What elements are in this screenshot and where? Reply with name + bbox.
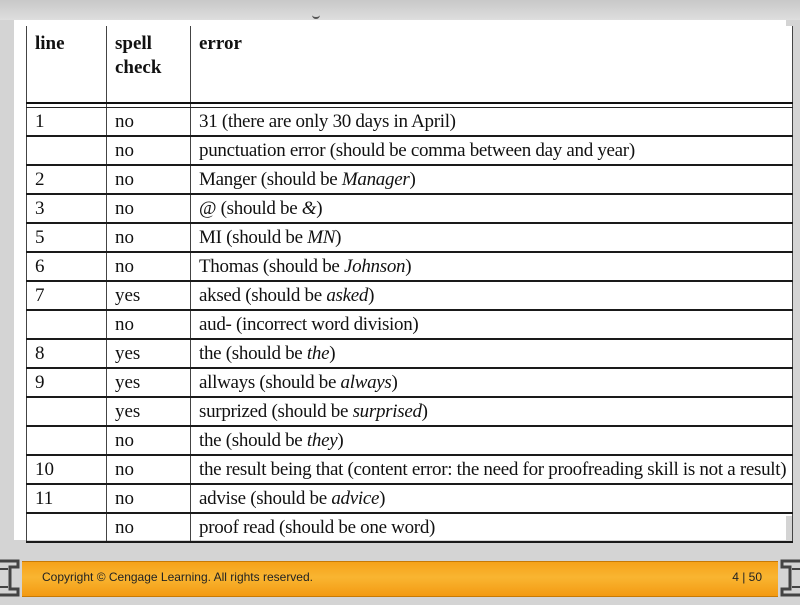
- cell-line: 6: [27, 252, 107, 281]
- table-row: [27, 339, 793, 368]
- cell-spell-check: no: [107, 310, 191, 339]
- table-row: [27, 281, 793, 310]
- cell-line: [27, 397, 107, 426]
- cell-spell-check: no: [107, 426, 191, 455]
- cell-error: surprized (should be surprised): [191, 397, 793, 426]
- cell-error: MI (should be MN): [191, 223, 793, 252]
- cell-error: advise (should be advice): [191, 484, 793, 513]
- cell-line: 2: [27, 165, 107, 194]
- title-glyph-fragment: [312, 11, 320, 19]
- cell-line: 8: [27, 339, 107, 368]
- table-row: [27, 310, 793, 339]
- cell-error: Manger (should be Manager): [191, 165, 793, 194]
- cell-error: proof read (should be one word): [191, 513, 793, 542]
- header-line: line: [27, 26, 107, 103]
- cell-spell-check: no: [107, 252, 191, 281]
- cell-error: Thomas (should be Johnson): [191, 252, 793, 281]
- cell-line: [27, 426, 107, 455]
- cell-line: 7: [27, 281, 107, 310]
- cell-spell-check: yes: [107, 397, 191, 426]
- cell-line: [27, 310, 107, 339]
- cell-error: the (should be the): [191, 339, 793, 368]
- cell-error: allways (should be always): [191, 368, 793, 397]
- cell-spell-check: no: [107, 484, 191, 513]
- slide-footer: [0, 549, 800, 605]
- cell-error: aud- (incorrect word division): [191, 310, 793, 339]
- cell-error: punctuation error (should be comma between day and year): [191, 136, 793, 165]
- table-row: [27, 484, 793, 513]
- cell-spell-check: no: [107, 455, 191, 484]
- table-body: [27, 103, 793, 542]
- table-row: [27, 136, 793, 165]
- cell-line: [27, 136, 107, 165]
- table-row: [27, 397, 793, 426]
- left-bracket-ornament: [0, 557, 22, 599]
- cell-spell-check: no: [107, 513, 191, 542]
- cell-error: @ (should be &): [191, 194, 793, 223]
- header-spell-check: [107, 26, 191, 103]
- cell-line: [27, 513, 107, 542]
- cell-line: 10: [27, 455, 107, 484]
- cell-spell-check: no: [107, 165, 191, 194]
- cell-error: aksed (should be asked): [191, 281, 793, 310]
- window-top-strip: [0, 0, 800, 20]
- cell-spell-check: yes: [107, 281, 191, 310]
- table-row: [27, 368, 793, 397]
- cell-line: 11: [27, 484, 107, 513]
- cell-line: 5: [27, 223, 107, 252]
- table-row: [27, 223, 793, 252]
- table-row: [27, 108, 793, 137]
- cell-spell-check: no: [107, 223, 191, 252]
- cell-line: 3: [27, 194, 107, 223]
- right-bracket-ornament: [778, 557, 800, 599]
- table-row: [27, 513, 793, 542]
- cell-error: 31 (there are only 30 days in April): [191, 108, 793, 137]
- header-error: error: [191, 26, 793, 103]
- error-table-image: [26, 26, 792, 538]
- cell-spell-check: yes: [107, 339, 191, 368]
- table-row: [27, 252, 793, 281]
- error-table: [26, 26, 793, 543]
- table-row: [27, 455, 793, 484]
- page-number: 4 | 50: [732, 570, 762, 584]
- cell-spell-check: no: [107, 136, 191, 165]
- cell-line: 1: [27, 108, 107, 137]
- copyright-text: Copyright © Cengage Learning. All rights reserved.: [42, 570, 313, 584]
- cell-error: the (should be they): [191, 426, 793, 455]
- footer-bar: [22, 561, 778, 597]
- cell-spell-check: no: [107, 194, 191, 223]
- table-row: [27, 194, 793, 223]
- table-row: [27, 426, 793, 455]
- cell-error: the result being that (content error: the need for proofreading skill is not a result): [191, 455, 793, 484]
- cell-spell-check: no: [107, 108, 191, 137]
- cell-spell-check: yes: [107, 368, 191, 397]
- cell-line: 9: [27, 368, 107, 397]
- table-row: [27, 165, 793, 194]
- header-spell-check-text: spell check: [115, 33, 162, 78]
